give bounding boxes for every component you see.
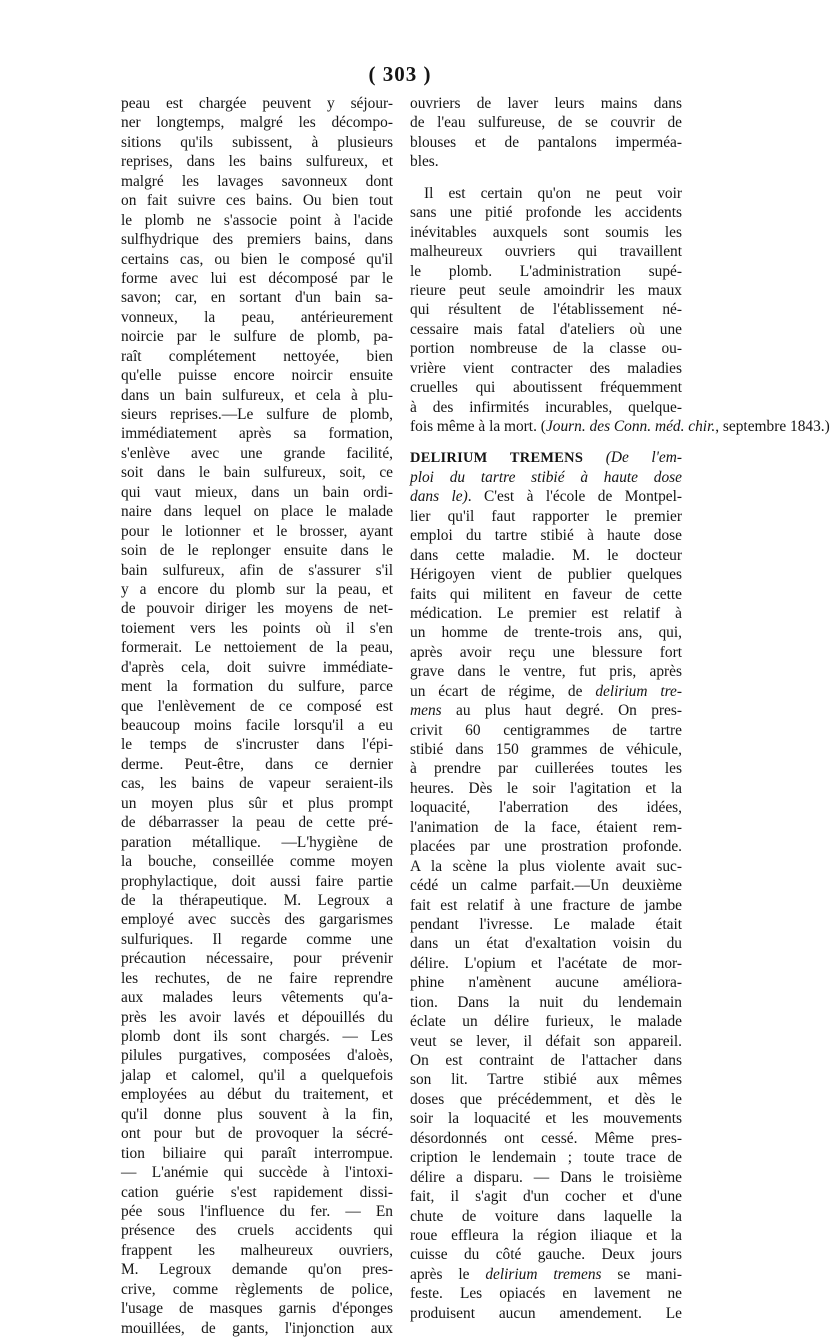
text-line: placées par une prostration profonde. [410,838,682,856]
text-line: bain sulfureux, afin de s'assurer s'il [121,561,393,579]
text-line: roue effleura la région iliaque et la [410,1226,682,1244]
text-line: noircie par le sulfure de plomb, pa- [121,328,393,346]
text-line: qu'elle puisse encore noircir ensuite [121,367,393,385]
text-line: pée sous l'influence du fer. — En [121,1202,393,1220]
text-line: délire. L'opium et l'acétate de mor- [410,954,682,972]
text-line: y a encore du plomb sur la peau, et [121,580,393,598]
right-column-paragraph-1 [410,94,682,172]
text-line: de la thérapeutique. M. Legroux a [121,891,393,909]
text-line: pilules purgatives, composées d'aloès, [121,1047,393,1065]
text-line: soit dans le bain sulfureux, soit, ce [121,464,393,482]
text-line: peau est chargée peuvent y séjour- [121,95,393,112]
text-line: soin de le replonger ensuite dans le [121,542,393,560]
citation-open: ( [540,418,546,435]
text-line: près les avoir lavés et dépouillés du [121,1008,393,1026]
left-column [121,94,393,1338]
text-line: fait est relatif à une fracture de jambe [410,896,682,914]
text-line: vonneux, la peau, antérieurement [121,308,393,326]
text-line: désordonnés ont cessé. Même pres- [410,1129,682,1147]
text-line: stibié dans 150 grammes de véhicule, [410,741,682,758]
text-line: chute de voiture dans laquelle la [410,1207,682,1225]
text-line: le temps de s'incruster dans l'épi- [121,736,393,754]
citation-journal: Journ. des Conn. méd. chir. [545,418,716,435]
text-line: raît complétement nettoyée, bien [121,347,393,365]
text-line: la bouche, conseillée comme moyen [121,853,393,871]
text-line: ouvriers de laver leurs mains dans [410,95,682,112]
text-line: forme avec lui est décomposé par le [121,269,393,287]
text-line: crive, comme règlements de police, [121,1280,393,1298]
paragraph-gap [410,172,682,184]
text-line: cruelles qui aboutissent fréquemment [410,379,682,397]
text-line: mens au plus haut degré. On pres- [410,702,682,720]
text-line: emploi du tartre stibié à haute dose [410,527,682,545]
text-line: paration métallique. —L'hygiène de [121,833,393,851]
text-line: beaucoup moins facile lorsqu'il a eu [121,717,393,734]
text-line: bles. [410,153,439,171]
text-line: sitions qu'ils subissent, à plusieurs [121,133,393,151]
right-column-body [410,507,682,1323]
text-line: qu'il donne plus souvent à la fin, [121,1105,393,1123]
text-line: après le delirium tremens se mani- [410,1265,682,1283]
text-line: l'animation de la face, étaient rem- [410,818,682,836]
text-line: de pouvoir diriger les moyens de net- [121,600,393,618]
text-line: jalap et calomel, qu'il a quelquefois [121,1066,393,1084]
text-line: employées au début du traitement, et [121,1086,393,1104]
section-heading-line-2 [410,468,682,487]
latin-term: mens [410,702,442,720]
text-line: un écart de régime, de delirium tre- [410,682,682,700]
text-line: tion. Dans la nuit du lendemain [410,993,682,1011]
text-line: pendant l'ivresse. Le malade était [410,915,682,933]
text-line: doses que précédemment, et dès le [410,1090,682,1108]
text-line: les rechutes, de ne faire reprendre [121,969,393,987]
text-line: blouses et de pantalons imperméa- [410,133,682,151]
section-heading-line-3 [410,487,682,506]
text-line: cation guérie s'est rapidement dissi- [121,1183,393,1201]
text-line: éclate un délire furieux, le malade [410,1013,682,1031]
text-line: le plomb. L'administration supé- [410,262,682,280]
text-line: employé avec succès des gargarismes [121,911,393,929]
text-line: mouillées, de gants, l'injonction aux [121,1319,393,1337]
text-line: précaution nécessaire, pour prévenir [121,950,393,968]
text-line: inévitables auxquels sont soumis les [410,223,682,241]
text-line: fois même à la mort. [410,418,537,435]
section-heading-subtitle-3: dans le) [410,488,468,506]
text-line: de débarrasser la peau de cette pré- [121,814,393,832]
text-line: reprises, dans les bains sulfureux, et [121,153,393,171]
text-line: certains cas, ou bien le composé qu'il [121,250,393,268]
text-line: M. Legroux demande qu'on pres- [121,1261,393,1279]
section-heading-subtitle-1: (De l'em- [605,449,682,467]
section-heading: DELIRIUM TREMENS [410,450,584,467]
section-gap [410,436,682,448]
text-line: A la scène la plus violente avait suc- [410,857,682,875]
text-line: fait, il s'agit d'un cocher et d'une [410,1188,682,1206]
text-line: lier qu'il faut rapporter le premier [410,507,682,525]
text-line: sulfhydrique des premiers bains, dans [121,231,393,249]
page-number: ( 303 ) [368,62,432,86]
text-line: cuisse du côté gauche. Deux jours [410,1246,682,1264]
text-line: malgré les lavages savonneux dont [121,172,393,190]
text-line: ont pour but de provoquer la sécré- [121,1125,393,1143]
text-line: l'usage de masques garnis d'éponges [121,1300,393,1318]
citation-close: , septembre 1843.) [715,418,830,435]
text-line: rieure peut seule amoindrir les maux [410,281,682,299]
text-line: immédiatement après sa formation, [121,425,393,443]
text-line: Hérigoyen vient de publier quelques [410,566,682,584]
right-column [410,94,830,1323]
text-line: qui vaut mieux, dans un bain ordi- [121,483,393,501]
text-line: sieurs reprises.—Le sulfure de plomb, [121,406,393,423]
text-line: prophylactique, doit aussi faire partie [121,872,393,890]
text-line: produisent aucun amendement. Le [410,1304,682,1322]
text-line: on fait suivre ces bains. Ou bien tout [121,192,393,210]
text-line: formerait. Le nettoiement de la peau, [121,639,393,657]
text-line: un homme de trente-trois ans, qui, [410,624,682,642]
text-line: tion biliaire qui paraît interrompue. [121,1144,393,1162]
latin-term: delirium tremens [485,1265,602,1283]
text-line: le plomb ne s'associe point à l'acide [121,211,393,229]
latin-term: delirium tre- [595,682,682,700]
text-line: que l'enlèvement de ce composé est [121,697,393,715]
text-line: savon; car, en sortant d'un bain sa- [121,289,393,307]
text-line: son lit. Tartre stibié aux mêmes [410,1071,682,1089]
text-line: vrière vient contracter des maladies [410,359,682,377]
citation-line [410,417,830,436]
section-intro-text: . C'est à l'école de Montpel- [467,488,682,506]
text-line: cédé un calme parfait.—Un deuxième [410,877,682,895]
right-column-paragraph-2 [410,184,682,417]
text-line: dans un état d'exaltation voisin du [410,935,682,953]
text-line: — L'anémie qui succède à l'intoxi- [121,1164,393,1182]
text-line: sulfuriques. Il regarde comme une [121,930,393,948]
text-line: d'après cela, doit suivre immédiate- [121,658,393,676]
text-line: soir la loquacité et les mouvements [410,1110,682,1128]
text-line: ner longtemps, malgré les décompo- [121,114,393,132]
text-line: après avoir reçu une blessure fort [410,643,682,661]
text-line: sans une pitié profonde les accidents [410,204,682,222]
section-heading-subtitle-2: ploi du tartre stibié à haute dose [410,468,682,486]
text-line: aux malades leurs vêtements qu'a- [121,989,393,1007]
text-line: heures. Dès le soir l'agitation et la [410,779,682,797]
text-line: feste. Les opiacés en lavement ne [410,1285,682,1303]
text-line: naire dans lequel on place le malade [121,503,393,521]
text-line: plomb dont ils sont chargés. — Les [121,1028,393,1045]
text-line: derme. Peut-être, dans ce dernier [121,755,393,773]
text-line: On est contraint de l'attacher dans [410,1052,682,1069]
text-line: un moyen plus sûr et plus prompt [121,794,393,812]
text-line: à des infirmités incurables, quelque- [410,398,682,416]
text-line: loquacité, l'aberration des idées, [410,799,682,817]
text-line: présence des cruels accidents qui [121,1222,393,1240]
text-line: toiement vers les points où il s'en [121,619,393,637]
text-line: à prendre par cuillerées toutes les [410,760,682,778]
text-line: médication. Le premier est relatif à [410,604,682,622]
text-line: grave dans le ventre, fut pris, après [410,663,682,681]
text-line: crivit 60 centigrammes de tartre [410,721,682,739]
text-line: malheureux ouvriers qui travaillent [410,243,682,261]
text-line: pour le lotionner et le brosser, ayant [121,522,393,540]
section-heading-line-1 [410,448,682,467]
text-line: s'enlève avec une grande facilité, [121,444,393,462]
text-line: dans cette maladie. M. le docteur [410,546,682,564]
text-line: cas, les bains de vapeur seraient-ils [121,775,393,793]
text-line: faits qui militent en faveur de cette [410,585,682,603]
text-line: veut se lever, il défait son appareil. [410,1032,682,1050]
text-line: de l'eau sulfureuse, de se couvrir de [410,114,682,132]
text-line: cription le lendemain ; toute trace de [410,1149,682,1167]
text-line: portion nombreuse de la classe ou- [410,340,682,358]
text-line: dans un bain sulfureux, et cela à plu- [121,386,393,404]
text-line: phine n'amènent aucune améliora- [410,974,682,992]
text-line: frappent les malheureux ouvriers, [121,1241,393,1259]
text-line: qui résultent de l'établissement né- [410,301,682,319]
text-line: ment la formation du sulfure, parce [121,678,393,696]
text-line: cessaire mais fatal d'ateliers où une [410,320,682,338]
text-line: délire a disparu. — Dans le troisième [410,1168,682,1186]
text-line: Il est certain qu'on ne peut voir [424,184,682,202]
